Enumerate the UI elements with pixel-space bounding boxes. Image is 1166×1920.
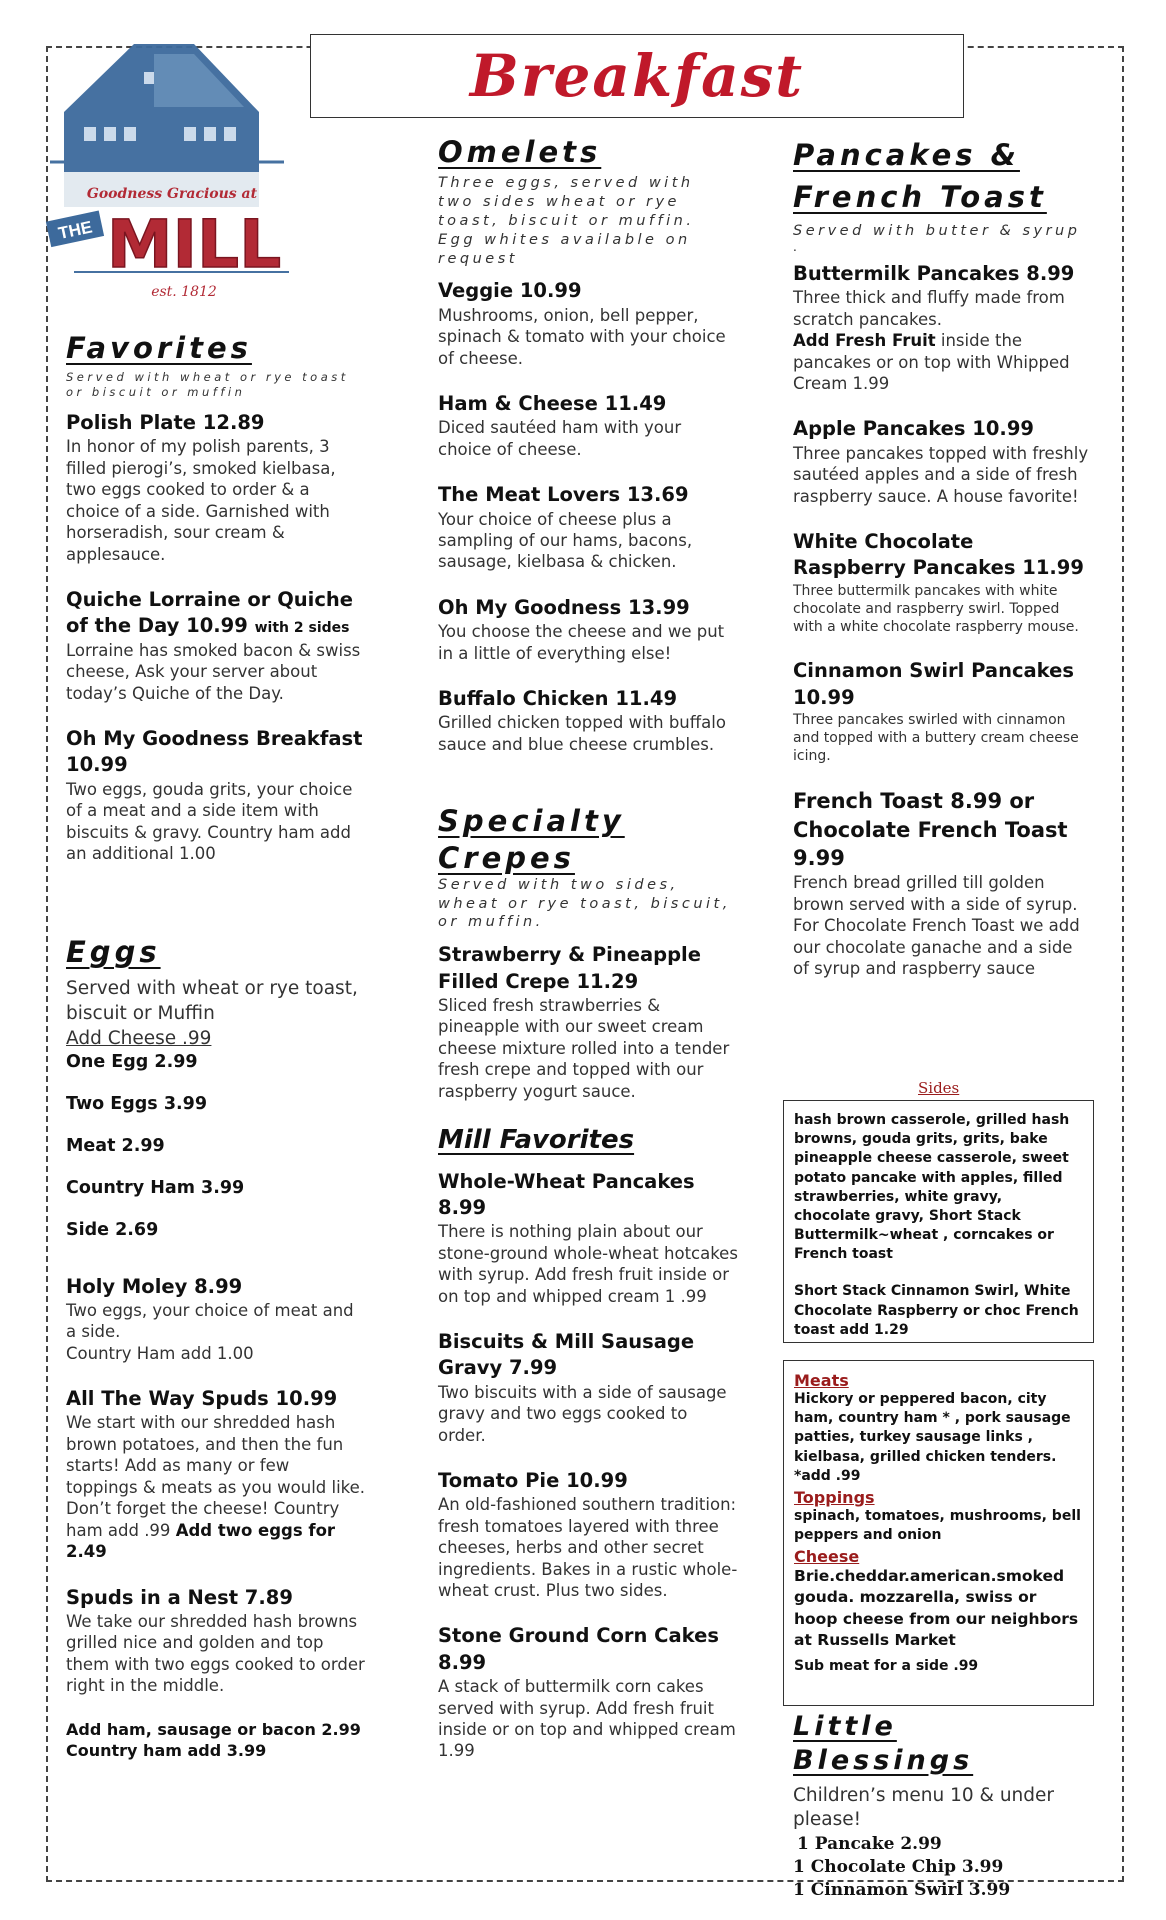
item-note: with 2 sides (254, 620, 350, 637)
menu-item (438, 942, 738, 1102)
little-blessings (793, 1710, 1089, 1902)
item-desc: Three pancakes swirled with cinnamon and topped with a buttery cream cheese icing. (793, 711, 1079, 765)
item-name: Holy Moley 8.99 (66, 1274, 243, 1298)
item-name-text: Quiche Lorraine or Quiche of the Day 10.99 (66, 588, 354, 638)
crepes-heading: Specialty Crepes (438, 804, 625, 875)
item-desc: A stack of buttermilk corn cakes served with syrup. Add fresh fruit inside or on top and whipped cream 1.99 (438, 1677, 736, 1761)
mill-logo (44, 32, 300, 312)
item-name: Ham & Cheese 11.49 (438, 392, 667, 416)
right-column (793, 134, 1089, 1002)
item-name: All The Way Spuds 10.99 (66, 1387, 338, 1411)
cheese-heading: Cheese (794, 1547, 860, 1567)
egg-item: Side 2.69 (66, 1219, 159, 1240)
item-name: Whole-Wheat Pancakes 8.99 (438, 1169, 695, 1219)
favorites-subtitle: Served with wheat or rye toast or biscuit or muffin (66, 370, 349, 400)
middle-column (438, 134, 738, 1784)
item-desc: There is nothing plain about our stone-ground whole-wheat hotcakes with syrup. Add fresh fruit inside or on top and whipped cream 1 .99 (438, 1222, 738, 1306)
logo-the: THE (56, 217, 94, 244)
pancakes-dot: . (793, 239, 797, 254)
page-title: Breakfast (469, 42, 805, 110)
add-on: Add ham, sausage or bacon 2.99 (66, 1719, 361, 1739)
item-desc (66, 1412, 366, 1562)
addon-text: inside the pancakes or on top with Whipped Cream 1.99 (793, 331, 1070, 393)
extras-box (783, 1360, 1094, 1706)
crepes-subtitle: Served with two sides, wheat or rye toast, biscuit, or muffin. (438, 876, 731, 931)
item-name: White Chocolate Raspberry Pancakes 11.99 (793, 530, 1084, 580)
item-desc: Two biscuits with a side of sausage gravy and two eggs cooked to order. (438, 1382, 727, 1445)
item-name: Cinnamon Swirl Pancakes 10.99 (793, 659, 1074, 709)
item-desc: We take our shredded hash browns grilled nice and golden and top them with two eggs cooked to order right in the middle. (66, 1611, 365, 1696)
item-desc: Diced sautéed ham with your choice of cheese. (438, 418, 682, 459)
egg-item: One Egg 2.99 (66, 1051, 198, 1072)
item-desc: Three buttermilk pancakes with white chocolate and raspberry swirl. Topped with a white chocolate raspberry mouse. (793, 582, 1079, 636)
item-extra: Country Ham add 1.00 (66, 1343, 254, 1363)
mill-favorites-heading: Mill Favorites (438, 1125, 635, 1156)
item-name: Oh My Goodness Breakfast 10.99 (66, 727, 363, 777)
item-name: Biscuits & Mill Sausage Gravy 7.99 (438, 1330, 695, 1380)
eggs-served: Served with wheat or rye toast, biscuit or Muffin (66, 977, 358, 1024)
menu-item (66, 1585, 366, 1697)
menu-item (438, 1329, 738, 1446)
egg-item: Two Eggs 3.99 (66, 1093, 207, 1114)
menu-item (438, 595, 738, 664)
item-desc-text: We start with our shredded hash brown potatoes, and then the fun starts! Add as many or few toppings & meats as you would like. Don’t forget the cheese! Country ham add .99 (66, 1413, 366, 1540)
item-name: French Toast 8.99 or Chocolate French Toast 9.99 (793, 789, 1068, 871)
item-addon (793, 330, 1089, 394)
item-desc: An old-fashioned southern tradition: fresh tomatoes layered with three cheeses, herbs and other secret ingredients. Bakes in a rustic whole-wheat crust. Plus two sides. (438, 1495, 738, 1600)
toppings-heading: Toppings (794, 1487, 875, 1507)
meats-list: Hickory or peppered bacon, city ham, country ham * , pork sausage patties, turkey sausage links , kielbasa, grilled chicken tenders. *add .99 (794, 1391, 1071, 1484)
little-blessings-desc: Children’s menu 10 & under please! (793, 1784, 1055, 1831)
little-blessings-heading: Little Blessings (793, 1711, 974, 1776)
item-desc: Sliced fresh strawberries & pineapple with our sweet cream cheese mixture rolled into a tender fresh crepe and topped with our raspberry yogurt sauce. (438, 995, 730, 1101)
menu-item (793, 658, 1089, 765)
kids-item: 1 Pancake 2.99 (797, 1834, 942, 1855)
eggs-heading: Eggs (66, 935, 161, 970)
pancakes-heading: Pancakes & French Toast (793, 138, 1047, 215)
item-desc: Three thick and fluffy made from scratch pancakes. (793, 288, 1065, 329)
meats-heading: Meats (794, 1371, 849, 1390)
item-name: Polish Plate 12.89 (66, 411, 265, 435)
item-name (66, 587, 366, 640)
item-desc: Mushrooms, onion, bell pepper, spinach & tomato with your choice of cheese. (438, 305, 726, 368)
logo-tagline: Goodness Gracious at (86, 186, 258, 202)
item-name: Stone Ground Corn Cakes 8.99 (438, 1624, 719, 1674)
logo-mill: MILL (106, 206, 282, 283)
add-on: Country ham add 3.99 (66, 1741, 267, 1761)
item-name: Buttermilk Pancakes 8.99 (793, 261, 1075, 285)
menu-item (66, 1274, 366, 1365)
title-box (310, 34, 964, 118)
menu-item (438, 1169, 738, 1307)
menu-item (66, 1386, 366, 1562)
cheese-list: Brie.cheddar.american.smoked gouda. mozzarella, swiss or hoop cheese from our neighbors at Russells Market (794, 1567, 1079, 1649)
menu-item (438, 278, 738, 369)
item-name: Apple Pancakes 10.99 (793, 417, 1034, 441)
menu-item (66, 410, 366, 565)
menu-item (793, 787, 1089, 979)
menu-item (438, 686, 738, 755)
item-name: Tomato Pie 10.99 (438, 1468, 628, 1492)
item-desc: Grilled chicken topped with buffalo sauce and blue cheese crumbles. (438, 713, 726, 754)
menu-item (793, 261, 1089, 395)
item-name: Strawberry & Pineapple Filled Crepe 11.29 (438, 943, 701, 993)
favorites-heading: Favorites (66, 331, 252, 365)
addon-label: Add Fresh Fruit (793, 331, 936, 351)
item-extra: Add two eggs for 2.49 (66, 1520, 336, 1562)
egg-item: Country Ham 3.99 (66, 1177, 245, 1198)
omelets-subtitle: Three eggs, served with two sides wheat or rye toast, biscuit or muffin. Egg whites available on request (438, 175, 695, 267)
item-desc: Lorraine has smoked bacon & swiss cheese, Ask your server about today’s Quiche of the Day. (66, 640, 361, 703)
item-desc: Three pancakes topped with freshly sautéed apples and a side of fresh raspberry sauce. A house favorite! (793, 443, 1089, 506)
left-column (66, 330, 366, 1762)
egg-item: Meat 2.99 (66, 1135, 165, 1156)
sides-extra: Short Stack Cinnamon Swirl, White Chocolate Raspberry or choc French toast add 1.29 (794, 1283, 1079, 1338)
toppings-list: spinach, tomatoes, mushrooms, bell peppers and onion (794, 1507, 1081, 1544)
item-name: Veggie 10.99 (438, 279, 582, 303)
menu-item (438, 1623, 738, 1761)
menu-item (438, 482, 738, 573)
item-desc: You choose the cheese and we put in a little of everything else! (438, 622, 725, 663)
sides-box (783, 1100, 1094, 1343)
menu-item (66, 726, 366, 864)
sides-list: hash brown casserole, grilled hash browns, gouda grits, grits, bake pineapple cheese casserole, sweet potato pancake with apples, filled strawberries, white gravy, chocolate gravy, Short Stack Buttermilk~wheat , corncakes or French toast (794, 1112, 1070, 1263)
kids-item: 1 Chocolate Chip 3.99 (793, 1857, 1004, 1878)
item-desc: Two eggs, your choice of meat and a side. (66, 1300, 354, 1342)
item-desc: Two eggs, gouda grits, your choice of a meat and a side item with biscuits & gravy. Country ham add an additional 1.00 (66, 779, 353, 863)
menu-item (438, 1468, 738, 1602)
menu-item (66, 587, 366, 704)
item-desc: French bread grilled till golden brown served with a side of syrup. For Chocolate French Toast we add our chocolate ganache and a side of syrup and raspberry sauce (793, 873, 1080, 979)
item-desc: Your choice of cheese plus a sampling of our hams, bacons, sausage, kielbasa & chicken. (438, 509, 693, 572)
menu-item (793, 529, 1089, 636)
menu-item (438, 391, 738, 460)
logo-est: est. 1812 (151, 284, 217, 300)
item-name: Spuds in a Nest 7.89 (66, 1585, 293, 1609)
item-name: Buffalo Chicken 11.49 (438, 687, 678, 711)
kids-item: 1 Cinnamon Swirl 3.99 (793, 1880, 1011, 1901)
item-name: The Meat Lovers 13.69 (438, 483, 689, 507)
menu-item (793, 416, 1089, 507)
pancakes-subtitle: Served with butter & syrup (793, 223, 1081, 240)
eggs-add-cheese: Add Cheese .99 (66, 1027, 212, 1049)
item-name: Oh My Goodness 13.99 (438, 595, 690, 619)
omelets-heading: Omelets (438, 135, 602, 169)
item-desc: In honor of my polish parents, 3 filled pierogi’s, smoked kielbasa, two eggs cooked to order & a choice of a side. Garnished with horseradish, sour cream & applesauce. (66, 437, 336, 564)
sides-label: Sides (918, 1079, 960, 1097)
sub-meat-note: Sub meat for a side .99 (794, 1658, 979, 1675)
